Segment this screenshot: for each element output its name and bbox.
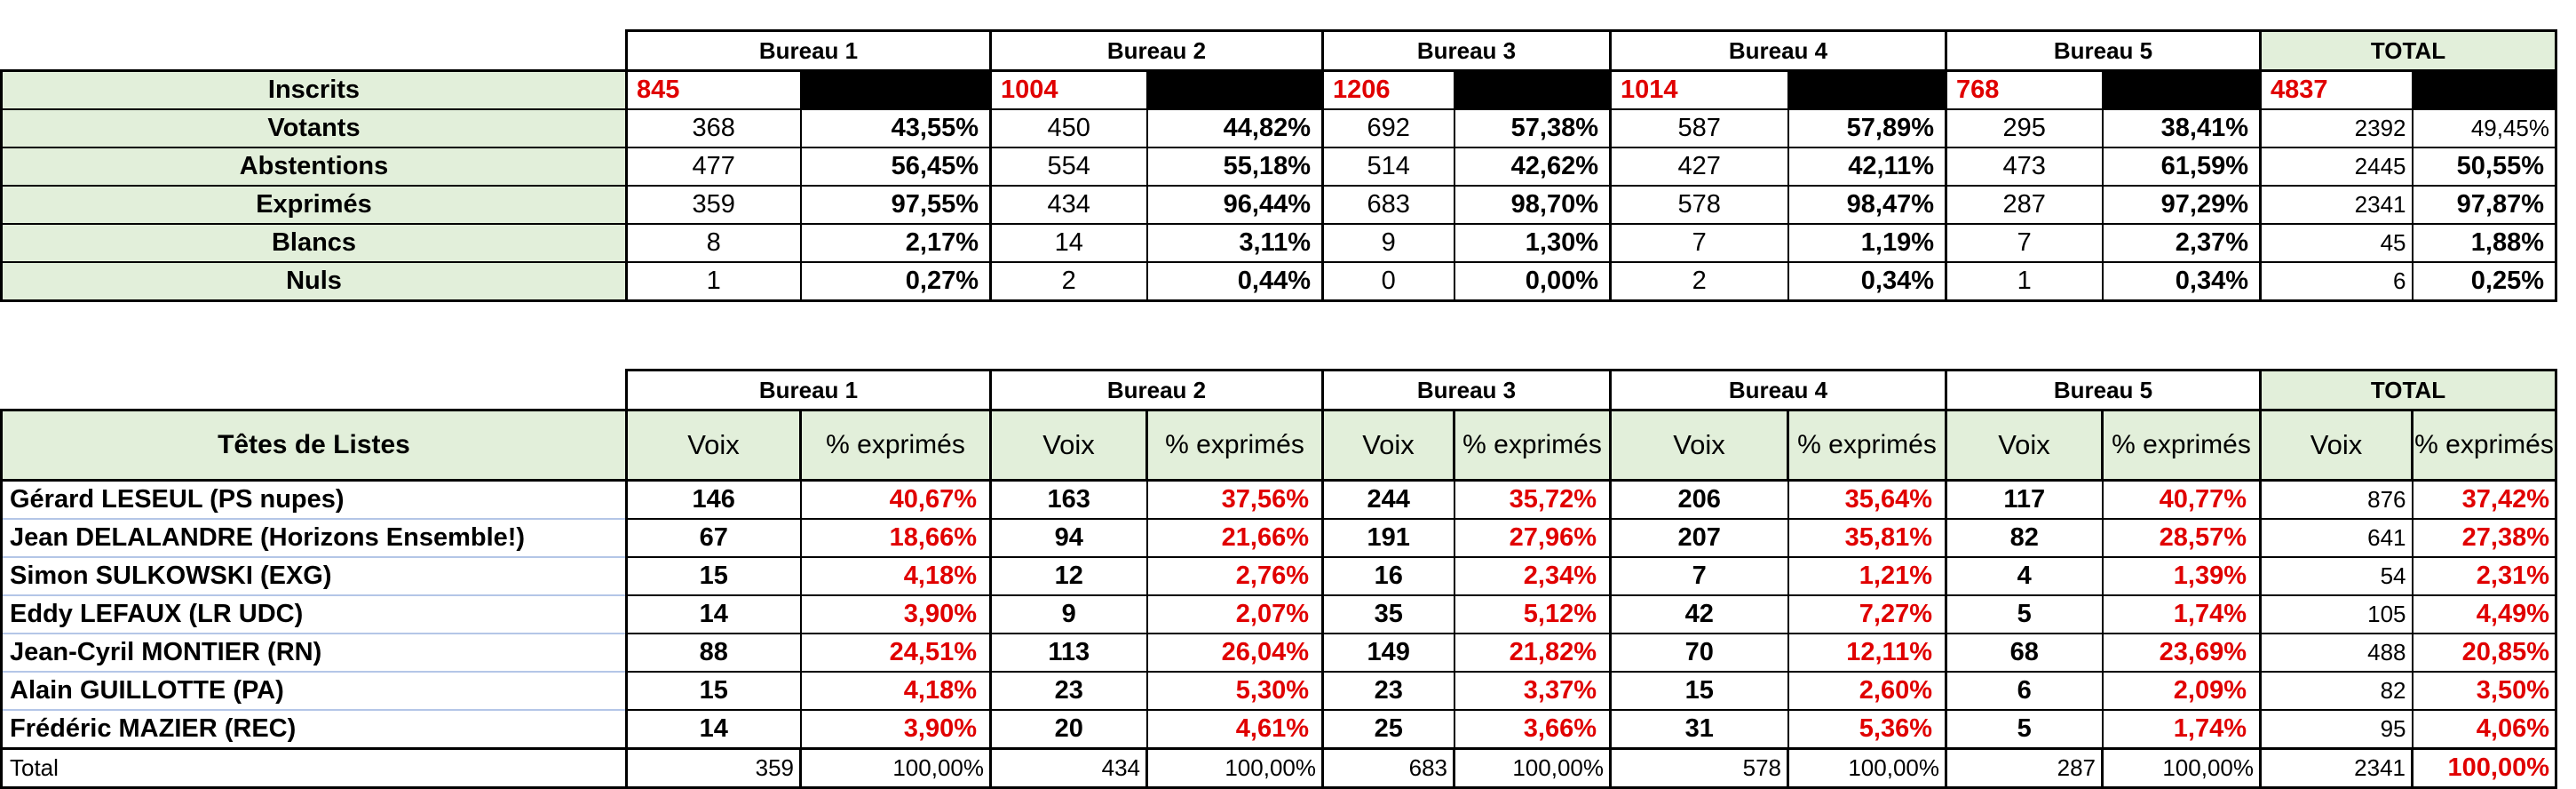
vote-percentage-cell: 35,81% [1788,519,1946,557]
percentage-cell: 0,00% [1454,262,1611,301]
vote-percentage-cell: 5,12% [1454,595,1611,634]
row-label: Votants [2,109,627,147]
voix-header: Voix [627,410,801,481]
vote-count-cell: 191 [1323,519,1454,557]
count-cell: 9 [1323,224,1454,262]
percentage-cell: 96,44% [1147,186,1323,224]
total-header: TOTAL [2261,31,2556,71]
candidate-name: Eddy LEFAUX (LR UDC) [2,595,627,634]
percentage-cell: 0,44% [1147,262,1323,301]
bureau-header: Bureau 5 [1946,371,2261,410]
inscrits-value: 1206 [1323,71,1454,110]
percentage-cell: 55,18% [1147,147,1323,186]
total-label: Total [2,749,627,788]
black-fill-cell [1147,71,1323,110]
vote-count-cell: 82 [2261,672,2413,710]
vote-percentage-cell: 21,82% [1454,634,1611,672]
vote-percentage-cell: 20,85% [2413,634,2556,672]
voix-header: Voix [1323,410,1454,481]
bureau-header: Bureau 3 [1323,371,1611,410]
percentage-cell: 2,17% [801,224,991,262]
turnout-row [2,224,2556,262]
count-cell: 359 [627,186,801,224]
vote-count-cell: 16 [1323,557,1454,595]
candidate-name: Jean-Cyril MONTIER (RN) [2,634,627,672]
vote-count-cell: 163 [991,481,1147,520]
total-count-cell: 578 [1611,749,1788,788]
candidate-row [2,710,2556,749]
count-cell: 295 [1946,109,2103,147]
candidate-row [2,481,2556,520]
vote-percentage-cell: 4,61% [1147,710,1323,749]
total-header: TOTAL [2261,371,2556,410]
candidate-name: Gérard LESEUL (PS nupes) [2,481,627,520]
count-cell: 473 [1946,147,2103,186]
bureau-header: Bureau 4 [1611,371,1946,410]
pct-exprimes-header: % exprimés [801,410,991,481]
count-cell: 692 [1323,109,1454,147]
vote-percentage-cell: 3,90% [801,595,991,634]
percentage-cell: 2,37% [2103,224,2261,262]
row-label: Exprimés [2,186,627,224]
total-percentage-cell: 100,00% [2413,749,2556,788]
count-cell: 2 [991,262,1147,301]
candidate-row [2,519,2556,557]
vote-count-cell: 244 [1323,481,1454,520]
vote-count-cell: 42 [1611,595,1788,634]
count-cell: 477 [627,147,801,186]
vote-count-cell: 23 [991,672,1147,710]
vote-count-cell: 70 [1611,634,1788,672]
vote-percentage-cell: 1,39% [2103,557,2261,595]
row-label: Blancs [2,224,627,262]
voix-header: Voix [1946,410,2103,481]
vote-percentage-cell: 27,38% [2413,519,2556,557]
percentage-cell: 98,47% [1788,186,1946,224]
total-count-cell: 683 [1323,749,1454,788]
percentage-cell: 0,27% [801,262,991,301]
results-header-row [2,371,2556,410]
vote-count-cell: 207 [1611,519,1788,557]
vote-percentage-cell: 27,96% [1454,519,1611,557]
black-fill-cell [2103,71,2261,110]
turnout-row [2,262,2556,301]
vote-percentage-cell: 24,51% [801,634,991,672]
vote-percentage-cell: 1,21% [1788,557,1946,595]
vote-count-cell: 113 [991,634,1147,672]
vote-percentage-cell: 3,50% [2413,672,2556,710]
percentage-cell: 97,87% [2413,186,2556,224]
percentage-cell: 56,45% [801,147,991,186]
total-count-cell: 2341 [2261,749,2413,788]
bureau-header: Bureau 2 [991,31,1323,71]
vote-count-cell: 35 [1323,595,1454,634]
percentage-cell: 0,34% [1788,262,1946,301]
vote-count-cell: 15 [627,672,801,710]
vote-percentage-cell: 3,37% [1454,672,1611,710]
vote-count-cell: 94 [991,519,1147,557]
black-fill-cell [2413,71,2556,110]
count-cell: 514 [1323,147,1454,186]
vote-percentage-cell: 3,90% [801,710,991,749]
turnout-row [2,109,2556,147]
vote-count-cell: 12 [991,557,1147,595]
count-cell: 1 [1946,262,2103,301]
percentage-cell: 43,55% [801,109,991,147]
count-cell: 45 [2261,224,2413,262]
vote-count-cell: 88 [627,634,801,672]
total-count-cell: 287 [1946,749,2103,788]
vote-count-cell: 641 [2261,519,2413,557]
bureau-header: Bureau 1 [627,31,991,71]
count-cell: 6 [2261,262,2413,301]
percentage-cell: 0,25% [2413,262,2556,301]
percentage-cell: 50,55% [2413,147,2556,186]
percentage-cell: 38,41% [2103,109,2261,147]
vote-percentage-cell: 35,72% [1454,481,1611,520]
vote-count-cell: 488 [2261,634,2413,672]
count-cell: 7 [1946,224,2103,262]
percentage-cell: 97,29% [2103,186,2261,224]
inscrits-value: 4837 [2261,71,2413,110]
vote-percentage-cell: 40,67% [801,481,991,520]
total-percentage-cell: 100,00% [1454,749,1611,788]
turnout-table [0,29,2557,302]
vote-count-cell: 876 [2261,481,2413,520]
count-cell: 2445 [2261,147,2413,186]
vote-percentage-cell: 2,60% [1788,672,1946,710]
vote-percentage-cell: 4,18% [801,557,991,595]
vote-count-cell: 31 [1611,710,1788,749]
results-table [0,369,2557,789]
vote-percentage-cell: 5,36% [1788,710,1946,749]
count-cell: 2341 [2261,186,2413,224]
vote-percentage-cell: 40,77% [2103,481,2261,520]
count-cell: 587 [1611,109,1788,147]
vote-percentage-cell: 28,57% [2103,519,2261,557]
percentage-cell: 49,45% [2413,109,2556,147]
percentage-cell: 42,11% [1788,147,1946,186]
label-header: Têtes de Listes [2,410,627,481]
vote-count-cell: 15 [627,557,801,595]
vote-percentage-cell: 2,34% [1454,557,1611,595]
percentage-cell: 0,34% [2103,262,2261,301]
row-label: Nuls [2,262,627,301]
vote-percentage-cell: 12,11% [1788,634,1946,672]
turnout-row [2,186,2556,224]
count-cell: 554 [991,147,1147,186]
vote-percentage-cell: 2,31% [2413,557,2556,595]
count-cell: 2392 [2261,109,2413,147]
bureau-header: Bureau 1 [627,371,991,410]
candidate-row [2,634,2556,672]
candidate-name: Frédéric MAZIER (REC) [2,710,627,749]
vote-count-cell: 4 [1946,557,2103,595]
vote-count-cell: 14 [627,595,801,634]
candidate-name: Jean DELALANDRE (Horizons Ensemble!) [2,519,627,557]
candidate-row [2,557,2556,595]
inscrits-value: 768 [1946,71,2103,110]
row-label: Inscrits [2,71,627,110]
percentage-cell: 57,38% [1454,109,1611,147]
turnout-row [2,147,2556,186]
bureau-header: Bureau 5 [1946,31,2261,71]
vote-percentage-cell: 3,66% [1454,710,1611,749]
inscrits-row [2,71,2556,110]
voix-header: Voix [991,410,1147,481]
results-subheader-row [2,410,2556,481]
percentage-cell: 44,82% [1147,109,1323,147]
pct-exprimes-header: % exprimés [2103,410,2261,481]
percentage-cell: 98,70% [1454,186,1611,224]
percentage-cell: 97,55% [801,186,991,224]
count-cell: 434 [991,186,1147,224]
vote-count-cell: 20 [991,710,1147,749]
bureau-header: Bureau 3 [1323,31,1611,71]
vote-count-cell: 146 [627,481,801,520]
candidate-row [2,672,2556,710]
count-cell: 427 [1611,147,1788,186]
count-cell: 14 [991,224,1147,262]
percentage-cell: 1,88% [2413,224,2556,262]
voix-header: Voix [1611,410,1788,481]
vote-count-cell: 82 [1946,519,2103,557]
vote-percentage-cell: 1,74% [2103,595,2261,634]
vote-percentage-cell: 21,66% [1147,519,1323,557]
candidate-name: Alain GUILLOTTE (PA) [2,672,627,710]
black-fill-cell [801,71,991,110]
vote-percentage-cell: 18,66% [801,519,991,557]
voix-header: Voix [2261,410,2413,481]
percentage-cell: 3,11% [1147,224,1323,262]
vote-percentage-cell: 1,74% [2103,710,2261,749]
percentage-cell: 1,30% [1454,224,1611,262]
vote-count-cell: 9 [991,595,1147,634]
percentage-cell: 1,19% [1788,224,1946,262]
inscrits-value: 1004 [991,71,1147,110]
vote-percentage-cell: 26,04% [1147,634,1323,672]
vote-count-cell: 6 [1946,672,2103,710]
vote-count-cell: 54 [2261,557,2413,595]
vote-count-cell: 105 [2261,595,2413,634]
vote-count-cell: 15 [1611,672,1788,710]
total-row [2,749,2556,788]
vote-percentage-cell: 4,18% [801,672,991,710]
count-cell: 578 [1611,186,1788,224]
vote-percentage-cell: 4,49% [2413,595,2556,634]
total-percentage-cell: 100,00% [801,749,991,788]
inscrits-value: 1014 [1611,71,1788,110]
total-percentage-cell: 100,00% [2103,749,2261,788]
count-cell: 683 [1323,186,1454,224]
vote-count-cell: 68 [1946,634,2103,672]
black-fill-cell [1788,71,1946,110]
vote-count-cell: 5 [1946,710,2103,749]
count-cell: 287 [1946,186,2103,224]
vote-percentage-cell: 35,64% [1788,481,1946,520]
vote-percentage-cell: 2,09% [2103,672,2261,710]
vote-count-cell: 5 [1946,595,2103,634]
count-cell: 2 [1611,262,1788,301]
total-count-cell: 434 [991,749,1147,788]
vote-percentage-cell: 7,27% [1788,595,1946,634]
vote-percentage-cell: 4,06% [2413,710,2556,749]
vote-count-cell: 117 [1946,481,2103,520]
candidate-name: Simon SULKOWSKI (EXG) [2,557,627,595]
candidate-row [2,595,2556,634]
vote-count-cell: 206 [1611,481,1788,520]
inscrits-value: 845 [627,71,801,110]
vote-count-cell: 95 [2261,710,2413,749]
bureau-header: Bureau 2 [991,371,1323,410]
count-cell: 1 [627,262,801,301]
vote-count-cell: 67 [627,519,801,557]
black-fill-cell [1454,71,1611,110]
vote-count-cell: 25 [1323,710,1454,749]
vote-percentage-cell: 2,76% [1147,557,1323,595]
percentage-cell: 57,89% [1788,109,1946,147]
vote-percentage-cell: 37,56% [1147,481,1323,520]
count-cell: 8 [627,224,801,262]
turnout-header-row [2,31,2556,71]
vote-count-cell: 149 [1323,634,1454,672]
vote-count-cell: 7 [1611,557,1788,595]
vote-count-cell: 14 [627,710,801,749]
total-percentage-cell: 100,00% [1147,749,1323,788]
vote-percentage-cell: 2,07% [1147,595,1323,634]
bureau-header: Bureau 4 [1611,31,1946,71]
percentage-cell: 42,62% [1454,147,1611,186]
empty-corner-cell [2,371,627,410]
pct-exprimes-header: % exprimés [1454,410,1611,481]
pct-exprimes-header: % exprimés [1147,410,1323,481]
row-label: Abstentions [2,147,627,186]
percentage-cell: 61,59% [2103,147,2261,186]
count-cell: 450 [991,109,1147,147]
vote-percentage-cell: 23,69% [2103,634,2261,672]
vote-count-cell: 23 [1323,672,1454,710]
total-percentage-cell: 100,00% [1788,749,1946,788]
count-cell: 7 [1611,224,1788,262]
pct-exprimes-header: % exprimés [1788,410,1946,481]
empty-corner-cell [2,31,627,71]
total-count-cell: 359 [627,749,801,788]
pct-exprimes-header: % exprimés [2413,410,2556,481]
vote-percentage-cell: 37,42% [2413,481,2556,520]
count-cell: 368 [627,109,801,147]
vote-percentage-cell: 5,30% [1147,672,1323,710]
count-cell: 0 [1323,262,1454,301]
